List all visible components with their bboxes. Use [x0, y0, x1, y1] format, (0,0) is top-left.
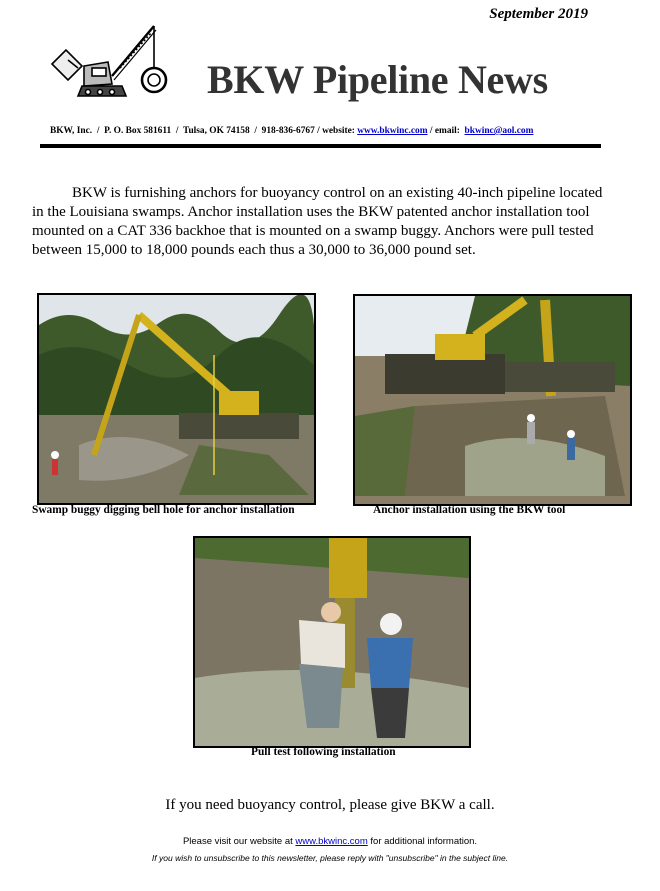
photo-swamp-buggy — [37, 293, 316, 505]
contact-line: BKW, Inc. / P. O. Box 581611 / Tulsa, OK 74158 / 918-836-6767 / website: www.bkwinc.com / email: bkwinc@aol.com — [50, 126, 534, 136]
issue-date: September 2019 — [489, 6, 588, 22]
email-label: email: — [434, 126, 460, 136]
email-link[interactable]: bkwinc@aol.com — [464, 126, 534, 136]
phone-number: 918-836-6767 — [261, 126, 315, 136]
photo-caption-2: Anchor installation using the BKW tool — [373, 504, 566, 516]
company-name: BKW, Inc. — [50, 126, 93, 136]
unsubscribe-note: If you wish to unsubscribe to this newsletter, please reply with "unsubscribe" in the subject line. — [151, 853, 509, 863]
photo-pull-test — [193, 536, 471, 748]
city-state-zip: Tulsa, OK 74158 — [183, 126, 250, 136]
intro-paragraph: BKW is furnishing anchors for buoyancy control on an existing 40-inch pipeline located in the Louisiana swamps. Anchor installation uses the BKW patented anchor installation tool mounted on a CAT 336 backhoe that is mounted on a swamp buggy. Anchors were pull tested between 15,000 to 18,000 pounds each thus a 30,000 to 36,000 pound set. — [32, 185, 603, 258]
website-link[interactable]: www.bkwinc.com — [357, 126, 428, 136]
website-label: website: — [322, 126, 355, 136]
pipeline-sideboom-logo-icon — [48, 20, 168, 104]
header-divider — [40, 144, 601, 148]
photo-anchor-installation — [353, 294, 632, 506]
photo-caption-1: Swamp buggy digging bell hole for anchor installation — [32, 504, 295, 516]
newsletter-title: BKW Pipeline News — [207, 57, 548, 102]
visit-suffix: for additional information. — [370, 836, 478, 847]
po-box: P. O. Box 581611 — [104, 126, 172, 136]
visit-prefix: Please visit our website at — [182, 836, 293, 847]
footer-website-link[interactable]: www.bkwinc.com — [295, 836, 368, 847]
call-to-action: If you need buoyancy control, please give BKW a call. — [165, 797, 495, 813]
visit-website-line — [0, 836, 660, 847]
photo-caption-3: Pull test following installation — [251, 746, 396, 758]
